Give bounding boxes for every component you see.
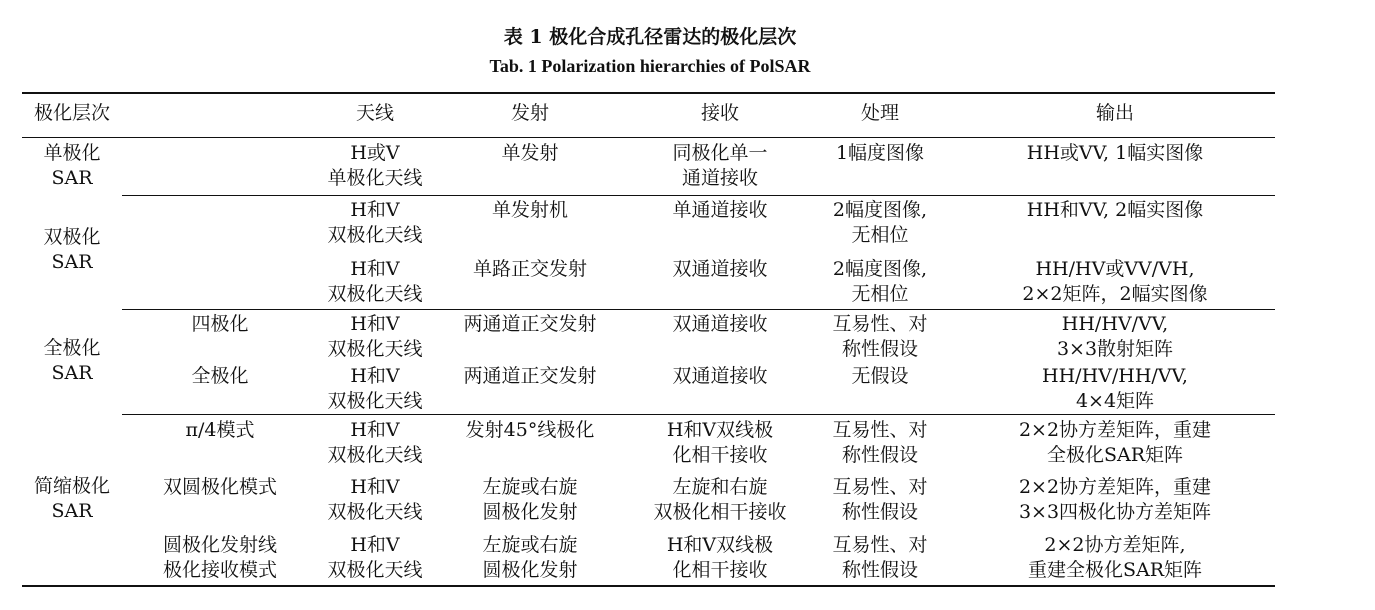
receive-cell-line: 通道接收 xyxy=(681,167,758,189)
receive-cell xyxy=(635,312,805,337)
transmit-cell xyxy=(440,257,620,282)
receive-cell-line: 双通道接收 xyxy=(672,258,768,280)
antenna-cell-line: H和V xyxy=(350,419,400,441)
bottom-rule xyxy=(22,585,1275,587)
group-label xyxy=(22,474,122,524)
antenna-cell xyxy=(315,141,435,191)
antenna-cell xyxy=(315,418,435,468)
antenna-cell-line: H和V xyxy=(350,476,400,498)
transmit-cell-line: 左旋或右旋 xyxy=(482,476,578,498)
header-process: 处理 xyxy=(860,102,899,124)
process-cell-line: 无假设 xyxy=(851,365,909,387)
process-cell xyxy=(810,475,950,525)
group-label-line: SAR xyxy=(51,500,93,522)
table-title-zh: 表 1 极化合成孔径雷达的极化层次 xyxy=(503,26,797,48)
group-label-line: SAR xyxy=(51,362,93,384)
transmit-cell-line: 单发射机 xyxy=(491,199,568,221)
output-cell-line: HH/HV或VV/VH, xyxy=(1035,258,1195,280)
process-cell xyxy=(810,198,950,248)
group-label xyxy=(22,336,122,386)
group-label-line: SAR xyxy=(51,167,93,189)
output-cell xyxy=(985,475,1245,525)
antenna-cell xyxy=(315,533,435,583)
process-cell-line: 互易性、对 xyxy=(832,419,928,441)
transmit-cell-line: 两通道正交发射 xyxy=(463,365,597,387)
group-rule-1 xyxy=(122,195,1275,196)
process-cell-line: 互易性、对 xyxy=(832,313,928,335)
process-cell-line: 互易性、对 xyxy=(832,476,928,498)
transmit-cell xyxy=(440,418,620,443)
output-cell-line: 2×2协方差矩阵，重建 xyxy=(1018,476,1212,498)
receive-cell xyxy=(635,475,805,525)
antenna-cell-line: 双极化天线 xyxy=(327,338,423,360)
group-label xyxy=(22,225,122,275)
output-cell-line: 2×2协方差矩阵, xyxy=(1044,534,1186,556)
receive-cell xyxy=(635,418,805,468)
output-cell-line: HH或VV, 1幅实图像 xyxy=(1026,142,1204,164)
receive-cell xyxy=(635,141,805,191)
process-cell xyxy=(810,418,950,468)
process-cell-line: 2幅度图像, xyxy=(832,258,928,280)
transmit-cell xyxy=(440,364,620,389)
antenna-cell-line: 双极化天线 xyxy=(327,224,423,246)
antenna-cell-line: H和V xyxy=(350,365,400,387)
transmit-cell xyxy=(440,141,620,166)
antenna-cell xyxy=(315,475,435,525)
transmit-cell xyxy=(440,475,620,525)
transmit-cell-line: 发射45°线极化 xyxy=(465,419,595,441)
process-cell xyxy=(810,141,950,166)
sub-mode-label-line: 极化接收模式 xyxy=(162,559,277,581)
process-cell-line: 2幅度图像, xyxy=(832,199,928,221)
sub-mode-label xyxy=(130,418,310,443)
transmit-cell-line: 单发射 xyxy=(501,142,559,164)
header-output: 输出 xyxy=(1095,102,1134,124)
sub-mode-label-line: 圆极化发射线 xyxy=(162,534,277,556)
process-cell xyxy=(810,364,950,389)
process-cell-line: 无相位 xyxy=(851,224,909,246)
group-label-line: 单极化 xyxy=(43,142,101,164)
process-cell-line: 称性假设 xyxy=(841,444,918,466)
antenna-cell-line: 双极化天线 xyxy=(327,283,423,305)
antenna-cell-line: H和V xyxy=(350,534,400,556)
receive-cell-line: H和V双线极 xyxy=(666,419,774,441)
sub-mode-label-line: 双圆极化模式 xyxy=(162,476,277,498)
transmit-cell xyxy=(440,533,620,583)
process-cell xyxy=(810,533,950,583)
sub-mode-label xyxy=(130,533,310,583)
antenna-cell xyxy=(315,257,435,307)
group-rule-2 xyxy=(122,309,1275,310)
antenna-cell-line: 单极化天线 xyxy=(327,167,423,189)
receive-cell-line: 双通道接收 xyxy=(672,365,768,387)
output-cell-line: 重建全极化SAR矩阵 xyxy=(1027,559,1203,581)
receive-cell xyxy=(635,364,805,389)
process-cell xyxy=(810,257,950,307)
output-cell-line: HH和VV, 2幅实图像 xyxy=(1026,199,1204,221)
transmit-cell-line: 圆极化发射 xyxy=(482,559,578,581)
header-receive: 接收 xyxy=(700,102,739,124)
sub-mode-label-line: π/4模式 xyxy=(185,419,255,441)
antenna-cell-line: H和V xyxy=(350,199,400,221)
transmit-cell xyxy=(440,312,620,337)
process-cell-line: 互易性、对 xyxy=(832,534,928,556)
antenna-cell-line: 双极化天线 xyxy=(327,390,423,412)
output-cell xyxy=(985,141,1245,166)
process-cell-line: 称性假设 xyxy=(841,338,918,360)
receive-cell xyxy=(635,198,805,223)
output-cell-line: HH/HV/HH/VV, xyxy=(1042,365,1188,387)
output-cell xyxy=(985,364,1245,414)
antenna-cell xyxy=(315,312,435,362)
process-cell-line: 无相位 xyxy=(851,283,909,305)
transmit-cell-line: 左旋或右旋 xyxy=(482,534,578,556)
receive-cell xyxy=(635,533,805,583)
sub-mode-label-line: 四极化 xyxy=(191,313,249,335)
sub-mode-label xyxy=(130,312,310,337)
output-cell xyxy=(985,257,1245,307)
antenna-cell-line: H或V xyxy=(350,142,400,164)
group-rule-3 xyxy=(122,414,1275,415)
output-cell xyxy=(985,418,1245,468)
output-cell xyxy=(985,533,1245,583)
header-transmit: 发射 xyxy=(510,102,549,124)
receive-cell-line: 同极化单一 xyxy=(672,142,768,164)
receive-cell-line: H和V双线极 xyxy=(666,534,774,556)
output-cell-line: HH/HV/VV, xyxy=(1061,313,1169,335)
antenna-cell-line: 双极化天线 xyxy=(327,559,423,581)
sub-mode-label xyxy=(130,364,310,389)
output-cell xyxy=(985,198,1245,223)
transmit-cell-line: 圆极化发射 xyxy=(482,501,578,523)
output-cell-line: 3×3四极化协方差矩阵 xyxy=(1018,501,1212,523)
antenna-cell-line: H和V xyxy=(350,313,400,335)
antenna-cell-line: 双极化天线 xyxy=(327,501,423,523)
transmit-cell-line: 单路正交发射 xyxy=(472,258,587,280)
top-rule xyxy=(22,92,1275,94)
group-label-line: 双极化 xyxy=(43,226,101,248)
receive-cell-line: 双通道接收 xyxy=(672,313,768,335)
sub-mode-label-line: 全极化 xyxy=(191,365,249,387)
receive-cell-line: 单通道接收 xyxy=(672,199,768,221)
output-cell-line: 全极化SAR矩阵 xyxy=(1046,444,1184,466)
transmit-cell xyxy=(440,198,620,223)
group-label-line: 简缩极化 xyxy=(33,475,110,497)
antenna-cell-line: 双极化天线 xyxy=(327,444,423,466)
process-cell xyxy=(810,312,950,362)
header-antenna: 天线 xyxy=(355,102,394,124)
receive-cell-line: 化相干接收 xyxy=(672,444,768,466)
receive-cell xyxy=(635,257,805,282)
table-title-en: Tab. 1 Polarization hierarchies of PolSAR xyxy=(489,56,811,76)
output-cell-line: 2×2协方差矩阵，重建 xyxy=(1018,419,1212,441)
output-cell-line: 2×2矩阵，2幅实图像 xyxy=(1022,283,1208,305)
process-cell-line: 1幅度图像 xyxy=(835,142,925,164)
receive-cell-line: 双极化相干接收 xyxy=(653,501,787,523)
receive-cell-line: 化相干接收 xyxy=(672,559,768,581)
output-cell-line: 3×3散射矩阵 xyxy=(1056,338,1174,360)
process-cell-line: 称性假设 xyxy=(841,559,918,581)
antenna-cell-line: H和V xyxy=(350,258,400,280)
output-cell xyxy=(985,312,1245,362)
group-label-line: 全极化 xyxy=(43,337,101,359)
header-level: 极化层次 xyxy=(33,102,110,124)
group-label xyxy=(22,141,122,191)
sub-mode-label xyxy=(130,475,310,500)
output-cell-line: 4×4矩阵 xyxy=(1075,390,1155,412)
antenna-cell xyxy=(315,364,435,414)
group-label-line: SAR xyxy=(51,251,93,273)
header-rule xyxy=(22,137,1275,138)
transmit-cell-line: 两通道正交发射 xyxy=(463,313,597,335)
receive-cell-line: 左旋和右旋 xyxy=(672,476,768,498)
process-cell-line: 称性假设 xyxy=(841,501,918,523)
antenna-cell xyxy=(315,198,435,248)
